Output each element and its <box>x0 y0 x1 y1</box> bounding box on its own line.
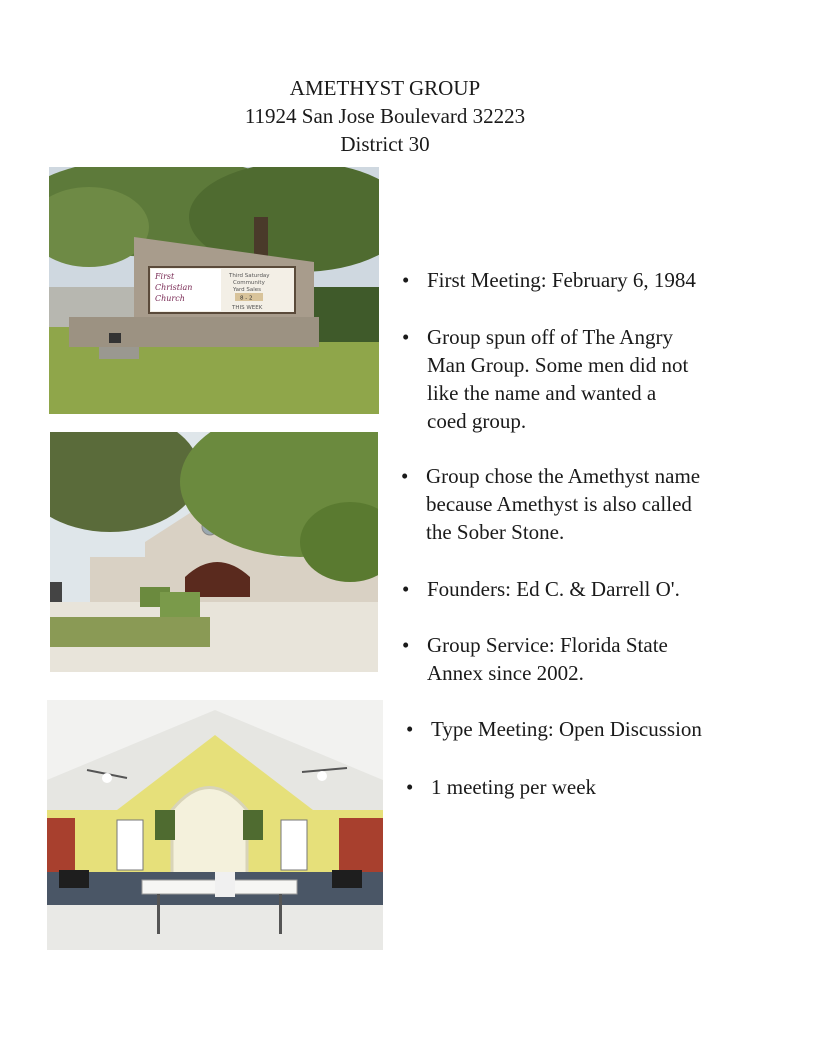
group-title: AMETHYST GROUP <box>289 76 481 100</box>
bullet-name-choice: • Group chose the Amethyst name because Amethyst is also called the Sober Stone. <box>401 462 796 546</box>
sign-event-date: 8 - 2 <box>240 295 253 302</box>
bullet-founders: • Founders: Ed C. & Darrell O'. <box>402 575 787 603</box>
church-interior-photo <box>47 700 383 950</box>
group-address: 11924 San Jose Boulevard 32223 <box>244 104 526 128</box>
church-sign-photo <box>49 167 379 414</box>
bullet-group-service: • Group Service: Florida State Annex since 2002. <box>402 631 747 687</box>
sign-event-line3: Yard Sales <box>233 287 262 293</box>
bullet-meeting-type: • Type Meeting: Open Discussion <box>406 715 801 743</box>
sign-event-line2: Community <box>233 280 265 286</box>
page-header <box>0 74 770 158</box>
bullet-meeting-frequency: • 1 meeting per week <box>406 773 751 801</box>
sign-church-line1: First <box>155 272 175 281</box>
sign-church-line3: Church <box>155 294 185 303</box>
group-district: District 30 <box>340 132 430 156</box>
sign-church-line2: Christian <box>155 283 193 292</box>
church-building-photo <box>50 432 378 672</box>
sign-event-week: THIS WEEK <box>232 305 263 311</box>
sign-event-line1: Third Saturday <box>229 273 270 279</box>
bullet-first-meeting: • First Meeting: February 6, 1984 <box>402 266 787 294</box>
bullet-group-origin: • Group spun off of The Angry Man Group. Some men did not like the name and wanted a coed group. <box>402 323 747 435</box>
